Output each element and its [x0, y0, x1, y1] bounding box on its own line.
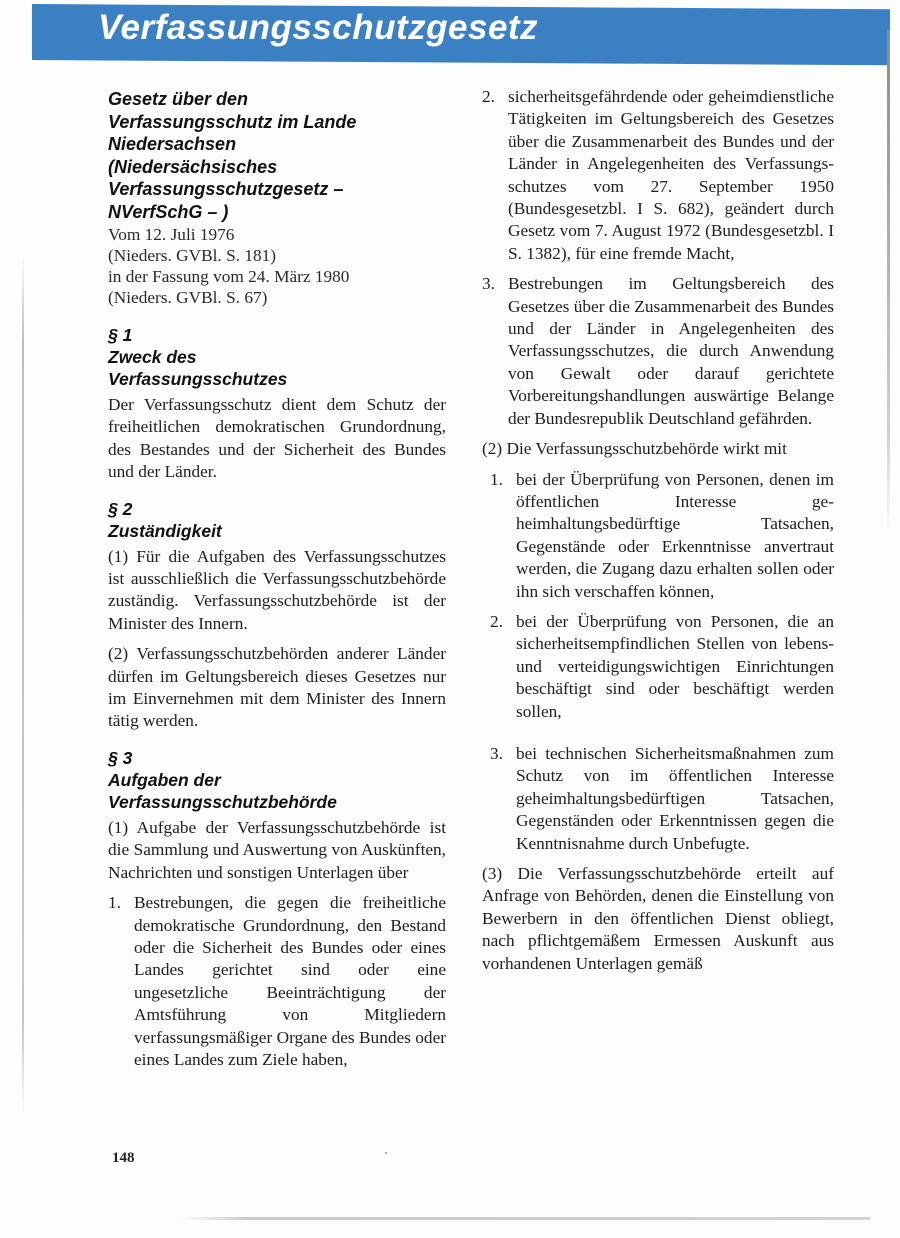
numbered-list — [108, 892, 446, 1071]
page-number: 148 — [112, 1150, 135, 1166]
right-column — [482, 86, 834, 975]
meta-line: (Nieders. GVBl. S. 181) — [108, 246, 276, 265]
page-edge-shadow-right — [887, 30, 890, 530]
paragraph: (1) Aufgabe der Verfassungsschutzbehörde ist die Sammlung und Auswertung von Auskünften, Nachrichten und sonstigen Unterlagen über — [108, 817, 446, 882]
law-title-block — [108, 88, 446, 308]
paragraph: Der Verfassungsschutz dient dem Schutz der freiheitlichen demokratischen Grundordnung, des Bestandes und der Sicherheit des Bundes und der Länder. — [108, 395, 446, 482]
list-text: bei der Überprüfung von Personen, denen im öffentlichen Interesse geheimhaltungsbedürftige Tatsachen, Gegenstände oder Erkenntnisse anvertraut werden, die Zugang dazu erhalten sollen oder ihn sich verschaffen können, — [516, 469, 834, 601]
section-title-line: Zuständigkeit — [108, 520, 222, 541]
list-number: 3. — [482, 274, 495, 294]
law-title-line: Verfassungsschutzgesetz – — [108, 179, 344, 199]
page-edge-shadow-bottom — [180, 1217, 870, 1220]
law-title-line: Niedersachsen — [108, 134, 237, 154]
paragraph: (2) Die Verfassungsschutzbehörde wirkt mit — [482, 439, 787, 459]
list-text: bei der Überprüfung von Personen, die an sicherheitsempfindlichen Stellen von lebens- und verteidigungswichtigen Einrichtungen beschäftigt sind oder beschäftigt werden sollen, — [516, 611, 834, 721]
section-title-line: Aufgaben der — [108, 769, 221, 790]
law-title-line: Verfassungsschutz im Lande — [108, 111, 357, 132]
list-item — [490, 611, 834, 723]
list-number: 1. — [490, 469, 503, 489]
list-number: 1. — [108, 893, 121, 913]
meta-line: (Nieders. GVBl. S. 67) — [108, 288, 268, 307]
numbered-list-continued — [482, 86, 834, 430]
list-item — [482, 273, 834, 430]
list-text: Bestrebungen, die gegen die freiheitliche demokratische Grundordnung, den Bestand oder die Sicherheit des Bundes oder eines Landes gerichtet sind oder eine ungesetzliche Beeinträchtigung der Amtsführung von Mitgliedern verfassungsmäßiger Organe des Bundes oder eines Landes zum Ziele haben, — [134, 893, 446, 1069]
list-text: sicherheitsgefährdende oder geheimdienstliche Tätigkeiten im Geltungsbereich des Gesetzes über die Zusammenarbeit des Bundes und der Länder in Angelegenheiten des Verfassungsschutzes vom 27. September 1950 (Bundesgesetzbl. I S. 682), geändert durch Gesetz vom 7. August 1972 (Bundesgesetzbl. I S. 1382), für eine fremde Macht, — [508, 87, 834, 263]
page-edge-shadow-left — [22, 255, 24, 1115]
section-heading — [108, 747, 446, 813]
section-title-line: Verfassungsschutzbehörde — [108, 791, 337, 812]
law-title-line: (Niedersächsisches — [108, 156, 278, 177]
list-item — [108, 892, 446, 1071]
law-title-line: NVerfSchG – ) — [108, 201, 229, 222]
list-item — [482, 86, 834, 265]
left-column — [108, 88, 446, 1079]
numbered-list — [490, 469, 834, 856]
section-3 — [108, 747, 446, 1071]
section-2 — [108, 498, 446, 733]
section-number: § 1 — [108, 325, 133, 345]
meta-line: Vom 12. Juli 1976 — [108, 225, 235, 244]
section-title-line: Verfassungsschutzes — [108, 369, 288, 389]
list-item — [490, 469, 834, 603]
scan-speck — [385, 1152, 387, 1154]
page-title: Verfassungsschutzgesetz — [98, 8, 539, 47]
section-number: § 2 — [108, 498, 133, 519]
list-number: 2. — [482, 87, 495, 106]
list-number: 3. — [490, 743, 503, 763]
section-heading — [108, 324, 446, 390]
section-number: § 3 — [108, 747, 133, 768]
list-item — [490, 743, 834, 855]
law-metadata — [108, 224, 446, 308]
paragraph: (3) Die Verfassungsschutzbehörde erteilt auf Anfrage von Behörden, denen die Einstellung von Bewerbern in den öffentlichen Dienst obliegt, nach pflichtgemäßem Ermessen Auskunft aus vorhandenen Unterlagen gemäß — [482, 864, 834, 973]
meta-line: in der Fassung vom 24. März 1980 — [108, 267, 350, 286]
law-title — [108, 88, 446, 223]
section-title-line: Zweck des — [108, 347, 197, 367]
paragraph: (1) Für die Aufgaben des Verfassungsschutzes ist ausschließlich die Verfassungsschutzbehörde zuständig. Verfassungsschutzbehörde ist der Minister des Innern. — [108, 546, 446, 633]
list-text: bei technischen Sicherheitsmaßnahmen zum Schutz von im öffentlichen Interesse geheimhaltungsbedürftigen Tatsachen, Gegenständen oder Erkenntnissen gegen die Kenntnisnahme durch Unbefugte. — [516, 743, 834, 853]
list-number: 2. — [490, 611, 503, 631]
paragraph: (2) Verfassungsschutzbehörden anderer Länder dürfen im Geltungsbereich dieses Gesetzes nur im Einvernehmen mit dem Minister des Innern tätig werden. — [108, 644, 446, 731]
list-text: Bestrebungen im Geltungsbereich des Gesetzes über die Zusammenarbeit des Bundes und der Länder in Angelegenheiten des Verfassungsschutzes, die durch Anwendung von Gewalt oder darauf gerichtete Vorbereitungshandlungen auswärtige Belange der Bundesrepublik Deutschland gefährden. — [508, 274, 834, 428]
law-title-line: Gesetz über den — [108, 89, 249, 109]
section-1 — [108, 324, 446, 484]
section-heading — [108, 498, 446, 542]
